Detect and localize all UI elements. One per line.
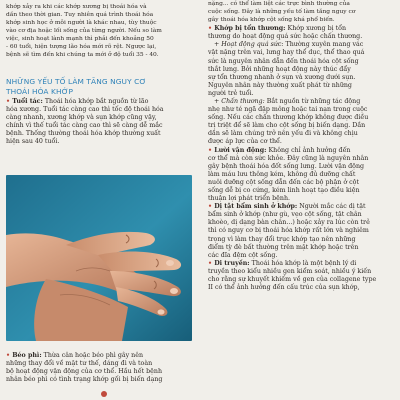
text-line: thì có nguy cơ bị thoái hóa khớp rất lớn và nghiêm — [208, 227, 369, 235]
text-line: sống. Nếu các chấn thương khớp không được điều — [208, 114, 369, 122]
text-line: vào cơ địa hoặc lối sống của từng người. Nếu so làm — [6, 28, 162, 35]
text-line: các đĩa đệm cột sống. — [208, 251, 278, 259]
factor-label: Tuổi tác: — [12, 97, 43, 105]
age-factor — [6, 98, 192, 147]
text-line: bẩm sinh ở khớp (như gù, vẹo cột sống, tật chân — [208, 211, 362, 219]
text-line: khớp xảy ra khi các khớp xương bị thoái hóa và — [6, 4, 147, 10]
text-span: Người mắc các dị tật — [297, 203, 366, 211]
factor-label: Dị tật bẩm sinh ở khớp: — [214, 203, 298, 211]
text-span: Thoái hóa khớp là một bệnh lý di — [249, 259, 357, 267]
text-line: truyền theo kiểu nhiều gen kiểm soát, nhiều ý kiến — [208, 267, 372, 275]
text-line: điểm tỳ đè bất thường trên mặt khớp hoặc trên — [208, 243, 359, 251]
text-line: vật nặng trên vai, lưng hay thể dục, thể thao quá — [208, 49, 365, 57]
bullet-icon: • — [208, 203, 215, 211]
factor-label: Béo phì: — [12, 352, 42, 359]
sedentary-factor — [208, 147, 398, 204]
text-line: nặng... có thể làm liệt các trực bình thường của — [208, 1, 350, 7]
text-line: gây bệnh thoái hóa đốt sống lưng. Lười vận động — [208, 162, 365, 170]
text-line: bệnh sẽ tìm đến khi chúng ta mới ở độ tuổi 35 - 40. — [6, 52, 159, 59]
text-line: được áp lực của cơ thể. — [208, 138, 282, 146]
section-heading — [6, 77, 192, 96]
text-line: II có thể ảnh hưởng đến cấu trúc của sụn khớp, — [208, 284, 360, 292]
text-line: - 60 tuổi, hiện tượng lão hóa mới rõ rệt. Ngược lại, — [6, 44, 157, 51]
bullet-icon: • — [208, 25, 215, 33]
genetic-factor — [208, 260, 398, 292]
sub-label: + Hoạt động quá sức: — [214, 41, 284, 49]
text-line: nhân béo phì có tình trạng khớp gối bị biến dạng — [6, 376, 163, 384]
text-line: việc, sinh hoạt lành mạnh thì phải đến khoảng 50 — [6, 36, 154, 43]
text-line: cuộc sống. Đây là những yếu tố làm tăng nguy cơ — [208, 9, 356, 16]
text-line: sức là nguyên nhân dẫn đến thoái hóa cột sống — [208, 57, 359, 65]
text-line: Nguyên nhân này thường xuất phát từ những — [208, 81, 352, 89]
text-line: sống dễ bị co cứng, kém linh hoạt tạo điều kiện — [208, 187, 360, 195]
text-span: Thường xuyên mang vác — [283, 41, 364, 49]
factor-label: Khớp bị tổn thương: — [214, 25, 286, 33]
text-line: trọng vì làm thay đổi trục khớp tạo nên những — [208, 235, 356, 243]
text-line: trị triệt để sẽ làm cho cột sống bị biến dạng. Dần — [208, 122, 366, 130]
hands-photo — [6, 175, 192, 341]
text-line: cho rằng sự khuyết khiếm về gen của collagene type — [208, 276, 377, 284]
injury-factor — [208, 25, 398, 146]
text-line — [208, 98, 398, 106]
page-marker-icon — [100, 390, 108, 398]
text-line: thắt lưng. Bởi những hoạt động này thúc đẩy — [208, 65, 351, 73]
text-line: bộ hoạt động vận động của cơ thể. Hầu hết bệnh — [6, 368, 163, 376]
intro-continued — [208, 0, 398, 24]
factor-label: Lười vận động: — [214, 146, 267, 154]
text-line: thuận lợi phát triển bệnh. — [208, 195, 291, 203]
text-line: hóa xương. Tuổi tác càng cao thì tốc độ thoái hóa — [6, 105, 164, 113]
text-line: càng nhanh, xương khớp và sụn khớp cũng vậy, — [6, 113, 157, 121]
text-line: sự tổn thương nhanh ở sụn và xương dưới sụn. — [208, 73, 356, 81]
text-line: dần theo thời gian. Tuy nhiên quá trình thoái hóa — [6, 12, 154, 19]
text-line: khoèo, dị dạng bàn chân...) hoặc xảy ra lúc còn trẻ — [208, 219, 370, 227]
text-line — [208, 203, 398, 211]
text-line: nuôi dưỡng cột sống dẫn đến các bộ phận ở cột — [208, 178, 359, 186]
text-line — [208, 25, 398, 33]
text-line: khớp sinh học ở mỗi người là khác nhau, tùy thuộc — [6, 20, 157, 27]
text-line: chính vì thế tuổi tác càng cao thì sẽ càng dễ mắc — [6, 121, 163, 129]
text-line: những thay đổi về mặt tư thế, dáng đi và toàn — [6, 360, 153, 368]
congenital-factor — [208, 203, 398, 260]
bullet-icon: • — [6, 97, 13, 105]
right-column — [208, 0, 398, 292]
bullet-icon: • — [208, 259, 215, 267]
text-span: Không chỉ ảnh hưởng đến — [266, 146, 351, 154]
left-column — [6, 0, 192, 384]
text-span: Khớp xương bị tổn — [285, 25, 347, 33]
text-line: nhẹ như té ngã đập mông hoặc tai nạn trong cuộc — [208, 106, 368, 114]
factor-label: Di truyền: — [214, 259, 250, 267]
heading-line: NHỮNG YẾU TỐ LÀM TĂNG NGUY CƠ — [6, 77, 147, 87]
intro-paragraph — [6, 0, 192, 59]
text-line: dần sẽ làm chúng trở nên yếu đi và không chịu — [208, 130, 358, 138]
text-line — [208, 41, 398, 49]
bullet-icon: • — [208, 146, 215, 154]
text-span: Bắt nguồn từ những tác động — [264, 97, 361, 105]
text-line — [208, 147, 398, 155]
text-span: Thoái hóa khớp bắt nguồn từ lão — [42, 97, 149, 105]
sub-label: + Chấn thương: — [214, 97, 265, 105]
text-line: bệnh. Thống thường thoái hóa khớp thường xuất — [6, 129, 161, 137]
text-span: Thừa cân hoặc béo phì gây nên — [41, 352, 144, 359]
heading-line: THOÁI HÓA KHỚP — [6, 86, 74, 96]
bullet-icon: • — [6, 352, 13, 359]
text-line — [6, 98, 192, 106]
obesity-factor — [6, 352, 192, 384]
text-line: gây thoái hóa khớp cột sống khá phổ biến. — [208, 17, 335, 24]
text-line: thương do hoạt động quá sức hoặc chấn thương. — [208, 33, 363, 41]
text-line: làm máu lưu thông kém, không đủ dưỡng chất — [208, 170, 356, 178]
text-line: hiện sau 40 tuổi. — [6, 137, 60, 145]
text-line: người trẻ tuổi. — [208, 89, 254, 97]
hands-illustration — [6, 175, 192, 341]
text-line — [208, 260, 398, 268]
text-line — [6, 352, 192, 360]
text-line: cơ thể mà còn sức khỏe. Đây cũng là nguyên nhân — [208, 154, 369, 162]
